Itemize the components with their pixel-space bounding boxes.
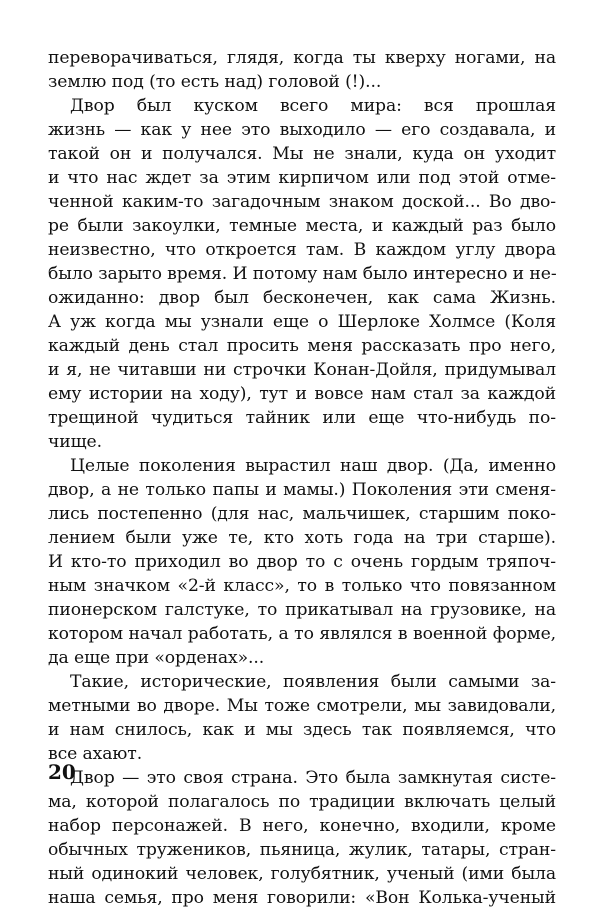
text-line: такой он и получался. Мы не знали, куда он уходит [48, 144, 556, 164]
text-line: переворачиваться, глядя, когда ты кверху ногами, на [48, 48, 556, 68]
text-line: лись постепенно (для нас, мальчишек, старшим поко- [48, 504, 556, 524]
text-line: А уж когда мы узнали еще о Шерлоке Холмсе (Коля [48, 312, 556, 332]
text-line: каждый день стал просить меня рассказать про него, [48, 336, 556, 356]
text-line: котором начал работать, а то являлся в военной форме, [48, 624, 556, 644]
body-text [48, 46, 556, 910]
text-line: пионерском галстуке, то прикатывал на грузовике, на [48, 600, 556, 620]
text-line: и что нас ждет за этим кирпичом или под этой отме- [48, 168, 556, 188]
text-line: ма, которой полагалось по традиции включать целый [48, 792, 556, 812]
text-line: чище. [48, 432, 102, 452]
text-line: да еще при «орденах»... [48, 648, 265, 668]
paragraph-first-line: Двор был куском всего мира: вся прошлая [70, 96, 556, 116]
text-line: И кто-то приходил во двор то с очень гордым тряпоч- [48, 552, 556, 572]
page-number: 20 [48, 760, 76, 784]
text-line: жизнь — как у нее это выходило — его создавала, и [48, 120, 556, 140]
text-line: ченной каким-то загадочным знаком доской... Во дво- [48, 192, 556, 212]
text-line: наша семья, про меня говорили: «Вон Колька-ученый [48, 888, 556, 908]
text-line: неизвестно, что откроется там. В каждом углу двора [48, 240, 556, 260]
paragraph-first-line: Целые поколения вырастил наш двор. (Да, именно [70, 456, 556, 476]
text-line: трещиной чудиться тайник или еще что-нибудь по- [48, 408, 556, 428]
text-line: и нам снилось, как и мы здесь так появляемся, что [48, 720, 556, 740]
text-line: землю под (то есть над) головой (!)... [48, 72, 382, 92]
text-line: ему истории на ходу), тут и вовсе нам стал за каждой [48, 384, 556, 404]
text-line: ный одинокий человек, голубятник, ученый (ими была [48, 864, 556, 884]
text-line: метными во дворе. Мы тоже смотрели, мы завидовали, [48, 696, 556, 716]
text-line: было зарыто время. И потому нам было интересно и не- [48, 264, 557, 284]
text-line: лением были уже те, кто хоть года на три старше). [48, 528, 556, 548]
paragraph-first-line: Такие, исторические, появления были самыми за- [70, 672, 556, 692]
text-line: ным значком «2-й класс», то в только что повязанном [48, 576, 556, 596]
text-line: двор, а не только папы и мамы.) Поколения эти сменя- [48, 480, 556, 500]
text-line: ре были закоулки, темные места, и каждый раз было [48, 216, 556, 236]
text-line: все ахают. [48, 744, 143, 764]
text-line: ожиданно: двор был бесконечен, как сама Жизнь. [48, 288, 556, 308]
text-line: обычных тружеников, пьяница, жулик, татары, стран- [48, 840, 556, 860]
text-line: и я, не читавши ни строчки Конан-Дойля, придумывал [48, 360, 556, 380]
paragraph-first-line: Двор — это своя страна. Это была замкнутая систе- [70, 768, 556, 788]
text-line: набор персонажей. В него, конечно, входили, кроме [48, 816, 556, 836]
